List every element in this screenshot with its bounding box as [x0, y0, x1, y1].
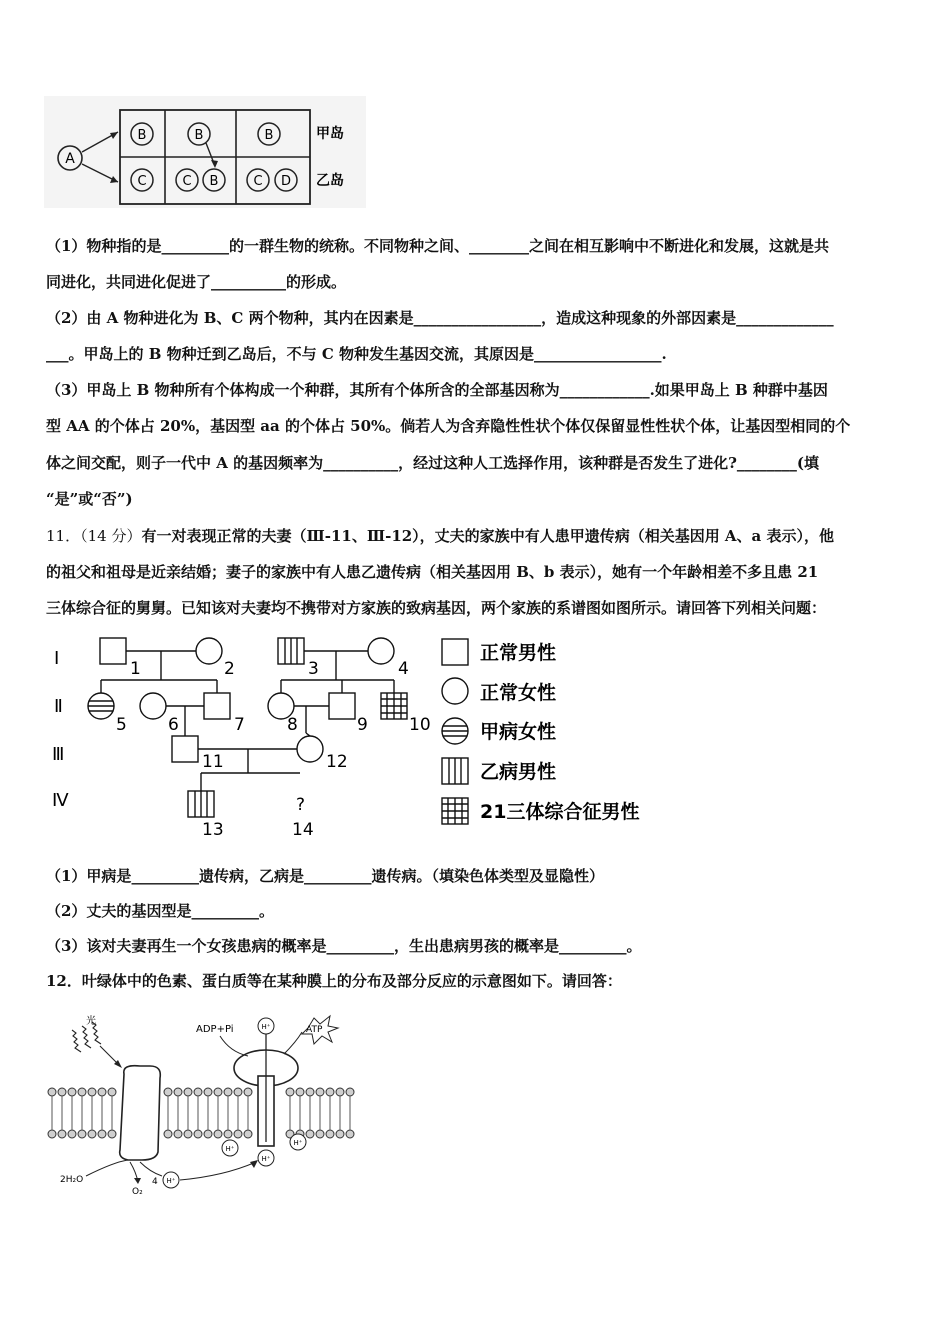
q11-sub2: （2）丈夫的基因型是_________。 [46, 902, 274, 920]
species-label: B [137, 128, 147, 143]
id-label: 9 [357, 715, 368, 735]
id-label: 6 [168, 715, 179, 735]
q10-part1-line2: 同进化，共同进化促进了__________的形成。 [46, 273, 347, 291]
q11-line1 [46, 525, 906, 547]
species-label: C [182, 174, 192, 189]
legend-normal-male-symbol [442, 639, 468, 665]
individual-4 [368, 638, 394, 664]
individual-1 [100, 638, 126, 664]
lipid-tails [52, 1096, 350, 1130]
legend-label: 正常男性 [480, 642, 557, 664]
species-label: C [137, 174, 147, 189]
species-label: B [264, 128, 274, 143]
light-label: 光 [86, 1016, 96, 1027]
legend-normal-female-symbol [442, 678, 468, 704]
id-label: 11 [202, 752, 224, 772]
island-speciation-figure [44, 96, 366, 208]
adp-to-synthase-arrow [220, 1036, 248, 1056]
generation-label-3: Ⅲ [52, 744, 65, 765]
island-label-yi: 乙岛 [316, 173, 344, 189]
id-label: 3 [308, 659, 319, 679]
lipid-row-top [48, 1088, 354, 1096]
species-label: B [194, 128, 204, 143]
water-arrow [86, 1160, 128, 1176]
q10-part3-line4: “是”或“否”) [46, 490, 133, 508]
proton-label: H⁺ [261, 1023, 271, 1031]
individual-2 [196, 638, 222, 664]
id-label: 8 [287, 715, 298, 735]
legend-label: 正常女性 [480, 682, 557, 704]
proton-count-label: 4 [152, 1177, 158, 1187]
proton-label: H⁺ [293, 1139, 303, 1147]
legend-label: 乙病男性 [480, 761, 557, 783]
light-rays [72, 1022, 120, 1066]
generation-label-2: Ⅱ [54, 696, 63, 717]
id-label: 2 [224, 659, 235, 679]
figure-background [44, 96, 366, 208]
id-label: 4 [398, 659, 409, 679]
species-label: B [209, 174, 219, 189]
unknown-individual-14: ? [296, 795, 306, 815]
q10-part2-line2: ___。甲岛上的 B 物种迁到乙岛后，不与 C 物种发生基因交流，其原因是_________________. [46, 345, 667, 363]
q10-part2-line1: （2）由 A 物种进化为 B、C 两个物种，其内在因素是_________________，造成这种现象的外部因素是_____________ [46, 309, 834, 327]
id-label: 13 [202, 820, 224, 840]
individual-6 [140, 693, 166, 719]
generation-label-4: Ⅳ [52, 790, 69, 811]
individual-12 [297, 736, 323, 762]
thylakoid-membrane-diagram [44, 1012, 362, 1200]
q11-line2: 的祖父和祖母是近亲结婚；妻子的家族中有人患乙遗传病（相关基因用 B、b 表示），她有一个年龄相差不多且患 21 [46, 563, 819, 581]
q11-sub1: （1）甲病是_________遗传病，乙病是_________遗传病。（填染色体类型及显隐性） [46, 867, 604, 885]
q12-line: 12．叶绿体中的色素、蛋白质等在某种膜上的分布及部分反应的示意图如下。请回答： [46, 972, 622, 990]
legend-label: 甲病女性 [480, 721, 557, 743]
island-label-jia: 甲岛 [316, 126, 344, 142]
proton-label: H⁺ [166, 1177, 176, 1185]
q11-sub3: （3）该对夫妻再生一个女孩患病的概率是_________，生出患病男孩的概率是_________。 [46, 937, 642, 955]
id-label: 7 [234, 715, 245, 735]
atp-label: ATP [306, 1025, 323, 1035]
photosystem-protein [120, 1066, 161, 1160]
q11-line1-text: 有一对表现正常的夫妻（Ⅲ-11、Ⅲ-12），丈夫的家族中有人患甲遗传病（相关基因用 A、a 表示），他 [141, 527, 834, 545]
q10-part3-line2: 型 AA 的个体占 20%，基因型 aa 的个体占 50%。倘若人为含弃隐性性状个体仅保留显性性状个体，让基因型相同的个 [46, 417, 851, 435]
proton-release-arrow [140, 1162, 162, 1176]
id-label: 1 [130, 659, 141, 679]
ancestor-label: A [65, 151, 75, 167]
adp-label: ADP+Pi [196, 1024, 234, 1035]
oxygen-label: O₂ [132, 1187, 143, 1197]
q11-number: 11．（14 分） [46, 527, 142, 545]
oxygen-arrow-head [134, 1178, 141, 1184]
species-label: D [280, 174, 292, 189]
q10-part3-line3: 体之间交配，则子一代中 A 的基因频率为__________，经过这种人工选择作用，该种群是否发生了进化?________(填 [46, 454, 819, 472]
proton-label: H⁺ [225, 1145, 235, 1153]
water-label: 2H₂O [60, 1175, 84, 1185]
id-label: 5 [116, 715, 127, 735]
q11-line3: 三体综合征的舅舅。已知该对夫妻均不携带对方家族的致病基因，两个家族的系谱图如图所示。请回答下列相关问题： [46, 599, 827, 617]
proton-transport-arrow [180, 1162, 256, 1180]
q10-part1-line1: （1）物种指的是_________的一群生物的统称。不同物种之间、________之间在相互影响中不断进化和发展，这就是共 [46, 237, 829, 255]
lipid-row-bottom [48, 1130, 354, 1138]
species-label: C [253, 174, 263, 189]
id-label: 12 [326, 752, 348, 772]
individual-7 [204, 693, 230, 719]
q10-part3-line1: （3）甲岛上 B 物种所有个体构成一个种群，其所有个体所含的全部基因称为____________.如果甲岛上 B 种群中基因 [46, 381, 828, 399]
legend-label: 21三体综合征男性 [480, 801, 640, 823]
generation-label-1: Ⅰ [54, 648, 60, 669]
individual-11 [172, 736, 198, 762]
individual-9 [329, 693, 355, 719]
id-label: 10 [409, 715, 431, 735]
id-label: 14 [292, 820, 314, 840]
pedigree-chart [44, 630, 664, 846]
proton-label: H⁺ [261, 1155, 271, 1163]
synthase-to-atp-arrow [284, 1032, 302, 1054]
